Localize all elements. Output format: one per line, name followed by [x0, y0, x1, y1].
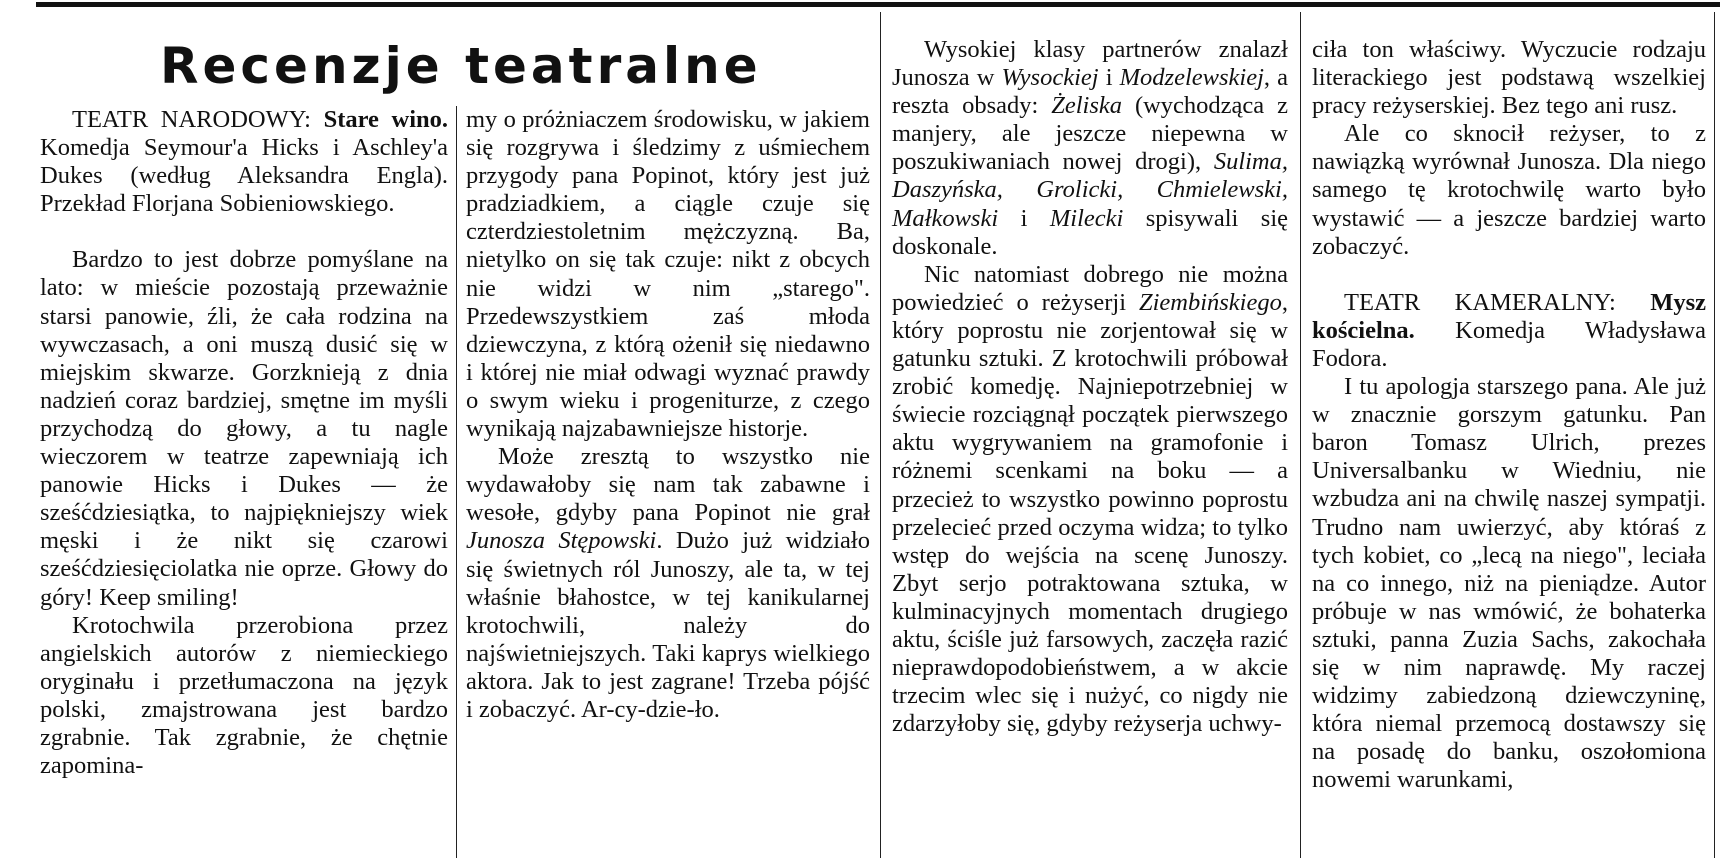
paragraph: I tu apologja starszego pana. Ale już w znacznie gorszym gatunku. Pan baron Tomasz Ulrich, prezes Universalbanku w Wiedniu, nie wzbudza ani na chwilę naszej sympatji. Trudno nam uwierzyć, aby któraś z tych kobiet, co „lecą na niego", leciała na co innego, niż na pieniądze. Autor próbuje w nas wmówić, że bohaterka sztuki, panna Zuzia Sachs, zakochała się w nim naprawdę. My raczej widzimy zabiedzoną dziewczyninę, która niemal przemocą dostawszy się na posadę do banku, oszołomiona nowemi warunkami,	[1312, 373, 1706, 794]
text-run: i	[998, 204, 1050, 232]
actor-name: Wysockiej	[1001, 64, 1099, 92]
play-credits: Komedja Władysława Fodora.	[1312, 316, 1706, 372]
text-run: , a reszta obsady:	[892, 64, 1289, 120]
text-run: Nic natomiast dobrego nie można powiedzieć o reżyserji	[892, 260, 1288, 316]
play-title: Stare wino.	[323, 106, 449, 133]
actor-name: Junosza Stępowski	[466, 527, 657, 555]
column-1	[40, 106, 448, 780]
column-rule	[1300, 12, 1301, 858]
director-name: Ziembińskiego	[1138, 288, 1282, 316]
theatre-name: TEATR NARODOWY:	[72, 106, 324, 133]
column-rule	[880, 12, 881, 858]
column-3	[892, 36, 1288, 738]
top-rule	[36, 2, 1720, 7]
column-2	[466, 106, 870, 724]
text-run: (wychodząca z manjery, ale jeszcze niepewna w poszukiwaniach nowej drogi),	[892, 92, 1288, 176]
play-title: Mysz kościelna.	[1312, 288, 1706, 344]
paragraph: Bardzo to jest dobrze pomyślane na lato: w mieście pozostają przeważnie starsi panowie, źli, że cała rodzina na wywczasach, a oni muszą dusić się w miejskim skwarze. Gorzknieją z dnia nadzień coraz bardziej, smętne im myśli przychodzą do głowy, a tu nagle wieczorem w teatrze zapewniają ich panowie Hicks i Dukes — że sześćdziesiątka, to najpiękniejszy wiek męski i że nikt się czarowi sześćdziesięciolatka nie oprze. Głowy do góry! Keep smiling!	[40, 246, 448, 611]
column-rule	[456, 106, 457, 858]
actor-name: Żeliska	[1051, 92, 1123, 120]
paragraph: Krotochwila przerobiona przez angielskich autorów z niemieckiego oryginału i przetłumaczona na język polski, zmajstrowana jest bardzo zgrabnie. Tak zgrabnie, że chętnie zapomina-	[40, 611, 448, 780]
article-title: Recenzje teatralne	[160, 37, 762, 95]
theatre-name: TEATR KAMERALNY:	[1344, 288, 1651, 316]
paragraph: ciła ton właściwy. Wyczucie rodzaju literackiego jest podstawą wszelkiej pracy reżyserskiej. Bez tego ani rusz.	[1312, 36, 1706, 120]
text-run: i	[1098, 64, 1120, 92]
actor-names: Sulima, Daszyńska, Grolicki, Chmielewski, Małkowski	[892, 148, 1288, 232]
text-run: . Dużo już widziało się świetnych ról Junoszy, ale ta, w tej właśnie błahostce, w tej kanikularnej krotochwili, należy do najświetniejszych. Taki kaprys wielkiego aktora. Jak to jest zagrane! Trzeba pójść i zobaczyć. Ar-cy-dzie-ło.	[466, 527, 870, 723]
review-heading-narodowy	[40, 106, 448, 218]
text-run: , który poprostu nie zorjentował się w gatunku sztuki. Z krotochwili próbował zrobić komedję. Najniepotrzebniej w świecie rozciągnął początek pierwszego aktu wygrywaniem na gramofonie i różnemi scenkami na boku — a przecież to wszystko powinno poprostu przelecieć przed oczyma widza; to tylko wstęp do wejścia na scenę Junoszy. Zbyt serjo potraktowana sztuka, w kulminacyjnych momentach drugiego aktu, ściśle już farsowych, zaczęła razić nieprawdopodobieństwem, a w akcie trzecim wlec się i nużyć, co nigdy nie zdarzyłoby się, gdyby reżyserja uchwy-	[892, 288, 1288, 738]
paragraph	[892, 261, 1288, 739]
review-heading-kameralny	[1312, 289, 1706, 373]
column-rule	[1714, 12, 1715, 858]
text-run: Wysokiej klasy partnerów znalazł Junosza w	[892, 36, 1288, 92]
column-4	[1312, 36, 1706, 794]
text-run: spisywali się doskonale.	[892, 204, 1288, 260]
actor-name: Milecki	[1049, 204, 1124, 232]
paragraph: Ale co sknocił reżyser, to z nawiązką wyrównał Junosza. Dla niego samego tę krotochwilę warto było wystawić — a jeszcze bardziej warto zobaczyć.	[1312, 120, 1706, 260]
actor-name: Modzelewskiej	[1119, 64, 1264, 92]
paragraph	[892, 36, 1288, 261]
paragraph	[466, 443, 870, 724]
play-credits: Komedja Seymour'a Hicks i Aschley'a Dukes (według Aleksandra Engla). Przekład Florjana Sobieniowskiego.	[40, 134, 448, 218]
paragraph: my o próżniaczem środowisku, w jakiem się rozgrywa i śledzimy z uśmiechem przygody pana Popinot, który jest już pradziadkiem, a ciągle czuje się czterdziestoletnim mężczyzną. Ba, nietylko on się tak czuje: nikt z obcych nie widzi w nim „starego". Przedewszystkiem zaś młoda dziewczyna, z którą ożenił się niedawno i której nie miał odwagi wyznać prawdy o swym wieku i progeniturze, z czego wynikają najzabawniejsze historje.	[466, 106, 870, 443]
text-run: Może zresztą to wszystko nie wydawałoby się nam tak zabawne i wesołe, gdyby pana Popinot nie grał	[466, 443, 870, 527]
